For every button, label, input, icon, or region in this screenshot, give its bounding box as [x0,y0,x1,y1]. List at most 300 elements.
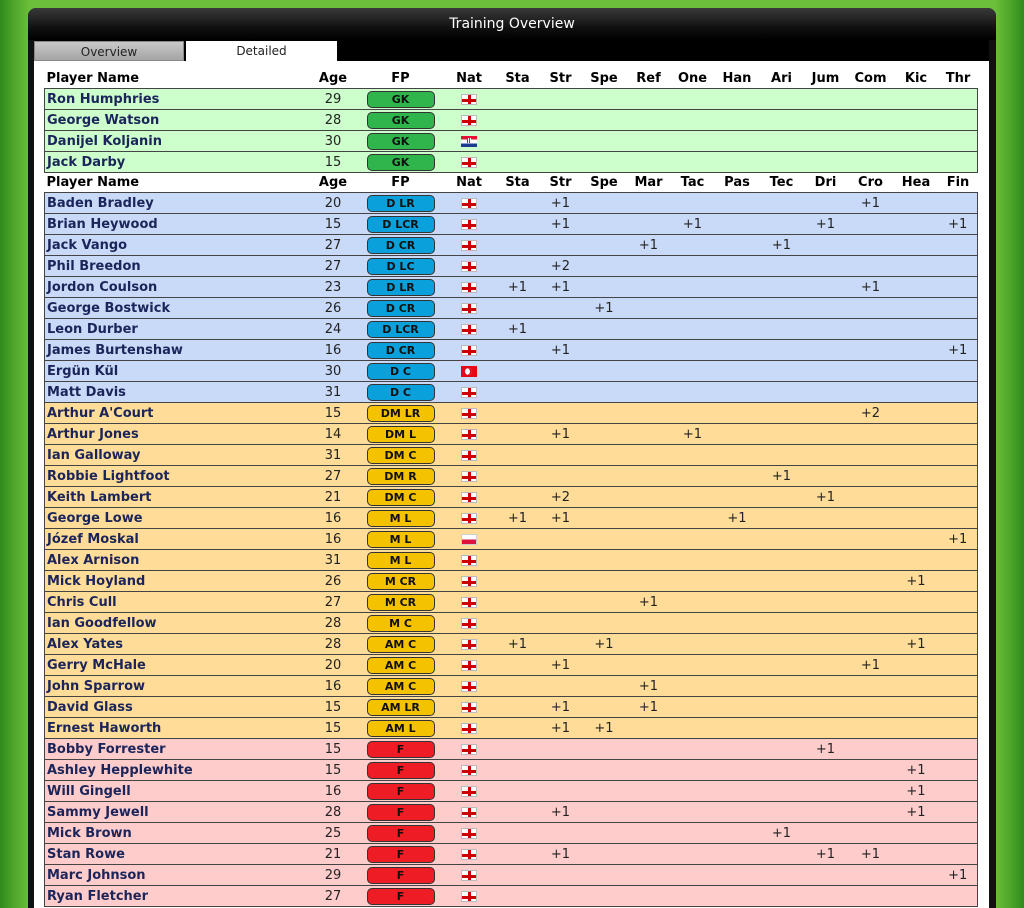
column-header[interactable]: Tac [671,173,715,193]
player-name[interactable]: Jordon Coulson [45,277,308,298]
position-cell [359,844,443,865]
attribute-change [715,886,760,907]
player-name[interactable]: Matt Davis [45,382,308,403]
attribute-change [804,571,848,592]
player-row[interactable] [45,361,978,382]
player-name[interactable]: Józef Moskal [45,529,308,550]
column-header[interactable]: FP [359,173,443,193]
attribute-change [715,424,760,445]
column-header[interactable]: Nat [443,69,496,89]
position-badge: F [367,762,435,779]
attribute-change [760,403,804,424]
column-header[interactable]: Dri [804,173,848,193]
attribute-change [496,529,540,550]
player-name[interactable]: Mick Hoyland [45,571,308,592]
player-name[interactable]: Will Gingell [45,781,308,802]
attribute-change [671,760,715,781]
player-row[interactable] [45,739,978,760]
player-row[interactable] [45,571,978,592]
attribute-change [848,781,894,802]
column-header[interactable]: Str [540,173,582,193]
player-row[interactable] [45,592,978,613]
eng-flag-icon [461,219,477,230]
attribute-change [939,634,978,655]
player-name[interactable]: Chris Cull [45,592,308,613]
attribute-change [894,676,939,697]
attribute-change [627,550,671,571]
nationality-cell [443,110,496,131]
window-title: Training Overview [28,8,996,40]
player-row[interactable] [45,613,978,634]
attribute-change: +1 [848,844,894,865]
eng-flag-icon [461,828,477,839]
attribute-change: +1 [894,760,939,781]
attribute-change [582,382,627,403]
attribute-change: +1 [540,655,582,676]
player-name[interactable]: John Sparrow [45,676,308,697]
attribute-change [715,298,760,319]
attribute-change [848,508,894,529]
player-row[interactable] [45,298,978,319]
attribute-change [540,634,582,655]
position-badge: F [367,804,435,821]
attribute-change [671,802,715,823]
nationality-cell [443,529,496,550]
column-header[interactable]: Spe [582,69,627,89]
player-age: 27 [308,235,359,256]
attribute-change [715,739,760,760]
position-badge: D LC [367,258,435,275]
attribute-change [939,739,978,760]
nationality-cell [443,382,496,403]
attribute-change [627,655,671,676]
nationality-cell [443,676,496,697]
attribute-change [848,487,894,508]
player-age: 21 [308,487,359,508]
player-name[interactable]: Alex Yates [45,634,308,655]
position-badge: F [367,846,435,863]
attribute-change: +1 [540,214,582,235]
player-row[interactable] [45,676,978,697]
attribute-change [848,865,894,886]
player-row[interactable] [45,550,978,571]
attribute-change [894,298,939,319]
attribute-change [760,760,804,781]
attribute-change [715,235,760,256]
column-header[interactable]: Player Name [45,173,308,193]
attribute-change [848,634,894,655]
position-cell [359,235,443,256]
player-name[interactable]: Alex Arnison [45,550,308,571]
player-row[interactable] [45,193,978,214]
player-row[interactable] [45,655,978,676]
tab-detailed[interactable]: Detailed [186,41,337,61]
player-row[interactable] [45,466,978,487]
attribute-change [715,802,760,823]
nationality-cell [443,760,496,781]
position-badge: F [367,783,435,800]
attribute-change [540,382,582,403]
column-header[interactable]: Kic [894,69,939,89]
player-row[interactable] [45,718,978,739]
attribute-change [894,508,939,529]
attribute-change [627,487,671,508]
attribute-change [939,110,978,131]
attribute-change [540,739,582,760]
attribute-change [496,550,540,571]
eng-flag-icon [461,492,477,503]
attribute-change: +1 [496,319,540,340]
column-header[interactable]: Ref [627,69,671,89]
attribute-change [760,277,804,298]
position-cell [359,256,443,277]
eng-flag-icon [461,660,477,671]
column-header[interactable]: Jum [804,69,848,89]
player-row[interactable] [45,760,978,781]
player-name[interactable]: Marc Johnson [45,865,308,886]
player-age: 16 [308,781,359,802]
attribute-change [760,256,804,277]
attribute-change [627,110,671,131]
position-badge: M L [367,531,435,548]
player-row[interactable] [45,403,978,424]
attribute-change [540,676,582,697]
attribute-change [804,110,848,131]
attribute-change [715,256,760,277]
player-row[interactable] [45,131,978,152]
attribute-change [760,886,804,907]
nationality-cell [443,403,496,424]
column-header[interactable]: Nat [443,173,496,193]
player-row[interactable] [45,214,978,235]
position-badge: D C [367,384,435,401]
attribute-change [715,445,760,466]
attribute-change [671,110,715,131]
player-name[interactable]: Arthur Jones [45,424,308,445]
column-header[interactable]: Player Name [45,69,308,89]
attribute-change [715,403,760,424]
player-name[interactable]: George Bostwick [45,298,308,319]
position-badge: GK [367,91,435,108]
attribute-change: +1 [939,340,978,361]
position-cell [359,823,443,844]
attribute-change [627,424,671,445]
player-name[interactable]: George Lowe [45,508,308,529]
attribute-change [715,89,760,110]
player-name[interactable]: Jack Darby [45,152,308,173]
player-age: 31 [308,445,359,466]
column-header[interactable]: Tec [760,173,804,193]
attribute-change [715,697,760,718]
attribute-change [540,445,582,466]
attribute-change [582,592,627,613]
player-name[interactable]: Ergün Kül [45,361,308,382]
player-row[interactable] [45,152,978,173]
player-name[interactable]: Sammy Jewell [45,802,308,823]
player-name[interactable]: Ian Goodfellow [45,613,308,634]
attribute-change [496,298,540,319]
player-age: 16 [308,340,359,361]
player-name[interactable]: Bobby Forrester [45,739,308,760]
column-header[interactable]: FP [359,69,443,89]
player-name[interactable]: Danijel Koljanin [45,131,308,152]
attribute-change [939,256,978,277]
player-age: 15 [308,697,359,718]
position-cell [359,613,443,634]
attribute-change: +1 [540,718,582,739]
attribute-change [582,466,627,487]
player-name[interactable]: Ernest Haworth [45,718,308,739]
attribute-change [939,823,978,844]
attribute-change: +1 [671,214,715,235]
attribute-change [540,886,582,907]
column-header[interactable]: Thr [939,69,978,89]
position-cell [359,529,443,550]
player-row[interactable] [45,235,978,256]
player-age: 27 [308,256,359,277]
player-row[interactable] [45,634,978,655]
attribute-change [627,193,671,214]
player-row[interactable] [45,319,978,340]
player-row[interactable] [45,110,978,131]
player-row[interactable] [45,823,978,844]
eng-flag-icon [461,765,477,776]
attribute-change [760,718,804,739]
player-name[interactable]: Mick Brown [45,823,308,844]
player-age: 30 [308,361,359,382]
position-cell [359,298,443,319]
player-name[interactable]: Brian Heywood [45,214,308,235]
player-row[interactable] [45,529,978,550]
attribute-change [671,361,715,382]
attribute-change [848,886,894,907]
player-row[interactable] [45,802,978,823]
column-header[interactable]: Fin [939,173,978,193]
attribute-change [894,886,939,907]
player-name[interactable]: Stan Rowe [45,844,308,865]
eng-flag-icon [461,639,477,650]
attribute-change [804,550,848,571]
player-name[interactable]: James Burtenshaw [45,340,308,361]
attribute-change [627,781,671,802]
player-name[interactable]: Leon Durber [45,319,308,340]
attribute-change: +1 [939,214,978,235]
column-header[interactable]: One [671,69,715,89]
player-age: 27 [308,466,359,487]
player-age: 28 [308,634,359,655]
attribute-change [671,676,715,697]
attribute-change [671,697,715,718]
player-row[interactable] [45,886,978,907]
attribute-change [804,466,848,487]
nationality-cell [443,739,496,760]
pol-flag-icon [461,534,477,545]
attribute-change [894,235,939,256]
player-name[interactable]: Gerry McHale [45,655,308,676]
attribute-change [804,760,848,781]
attribute-change [804,676,848,697]
player-name[interactable]: Keith Lambert [45,487,308,508]
attribute-change [848,550,894,571]
attribute-change [671,340,715,361]
attribute-change [671,235,715,256]
player-row[interactable] [45,781,978,802]
attribute-change [627,298,671,319]
player-name[interactable]: Ian Galloway [45,445,308,466]
attribute-change: +1 [496,634,540,655]
attribute-change [939,235,978,256]
position-badge: D LCR [367,216,435,233]
nationality-cell [443,193,496,214]
nationality-cell [443,319,496,340]
position-cell [359,361,443,382]
attribute-change [804,718,848,739]
attribute-change [715,361,760,382]
attribute-change [671,131,715,152]
column-header[interactable]: Age [308,173,359,193]
attribute-change [894,697,939,718]
attribute-change [496,592,540,613]
nationality-cell [443,613,496,634]
attribute-change [939,277,978,298]
player-name[interactable]: Baden Bradley [45,193,308,214]
attribute-change [715,844,760,865]
nationality-cell [443,487,496,508]
attribute-change [627,340,671,361]
attribute-change [760,487,804,508]
attribute-change [627,277,671,298]
attribute-change [939,886,978,907]
player-name[interactable]: Ryan Fletcher [45,886,308,907]
tur-flag-icon [461,366,477,377]
column-header[interactable]: Han [715,69,760,89]
player-row[interactable] [45,865,978,886]
player-row[interactable] [45,424,978,445]
attribute-change [540,613,582,634]
attribute-change [939,403,978,424]
eng-flag-icon [461,681,477,692]
attribute-change [496,571,540,592]
attribute-change [939,152,978,173]
attribute-change [894,739,939,760]
position-badge: DM C [367,489,435,506]
eng-flag-icon [461,450,477,461]
attribute-change: +1 [894,802,939,823]
player-row[interactable] [45,382,978,403]
attribute-change [671,529,715,550]
column-header[interactable]: Sta [496,173,540,193]
nationality-cell [443,424,496,445]
column-header[interactable]: Pas [715,173,760,193]
column-header[interactable]: Sta [496,69,540,89]
attribute-change [671,550,715,571]
player-row[interactable] [45,89,978,110]
player-row[interactable] [45,340,978,361]
column-header[interactable]: Str [540,69,582,89]
attribute-change: +2 [848,403,894,424]
attribute-change [627,214,671,235]
column-header[interactable]: Spe [582,173,627,193]
attribute-change [582,152,627,173]
attribute-change [939,487,978,508]
attribute-change [804,152,848,173]
attribute-change [582,403,627,424]
attribute-change [715,592,760,613]
tab-overview[interactable]: Overview [34,41,184,61]
nationality-cell [443,466,496,487]
player-name[interactable]: Robbie Lightfoot [45,466,308,487]
player-name[interactable]: David Glass [45,697,308,718]
eng-flag-icon [461,597,477,608]
player-name[interactable]: Ron Humphries [45,89,308,110]
attribute-change [760,508,804,529]
column-header[interactable]: Cro [848,173,894,193]
player-age: 15 [308,403,359,424]
attribute-change [540,319,582,340]
attribute-change [540,110,582,131]
eng-flag-icon [461,240,477,251]
attribute-change [582,697,627,718]
attribute-change [496,823,540,844]
attribute-change [715,865,760,886]
attribute-change [582,865,627,886]
attribute-change: +1 [627,697,671,718]
position-cell [359,781,443,802]
nationality-cell [443,592,496,613]
header-row [45,173,978,193]
player-row[interactable] [45,697,978,718]
player-name[interactable]: Phil Breedon [45,256,308,277]
eng-flag-icon [461,115,477,126]
player-name[interactable]: Jack Vango [45,235,308,256]
attribute-change [804,256,848,277]
player-name[interactable]: Arthur A'Court [45,403,308,424]
attribute-change [582,802,627,823]
player-name[interactable]: George Watson [45,110,308,131]
player-row[interactable] [45,844,978,865]
column-header[interactable]: Mar [627,173,671,193]
player-age: 23 [308,277,359,298]
attribute-change [804,781,848,802]
column-header[interactable]: Age [308,69,359,89]
column-header[interactable]: Com [848,69,894,89]
player-row[interactable] [45,445,978,466]
attribute-change [894,110,939,131]
attribute-change [894,340,939,361]
player-row[interactable] [45,508,978,529]
column-header[interactable]: Hea [894,173,939,193]
attribute-change [848,131,894,152]
attribute-change [760,424,804,445]
attribute-change [671,613,715,634]
attribute-change [848,256,894,277]
player-age: 27 [308,886,359,907]
nationality-cell [443,214,496,235]
player-name[interactable]: Ashley Hepplewhite [45,760,308,781]
player-age: 26 [308,571,359,592]
attribute-change [804,235,848,256]
attribute-change [715,550,760,571]
column-header[interactable]: Ari [760,69,804,89]
player-row[interactable] [45,256,978,277]
player-row[interactable] [45,277,978,298]
attribute-change [894,424,939,445]
player-row[interactable] [45,487,978,508]
eng-flag-icon [461,723,477,734]
attribute-change: +1 [627,235,671,256]
attribute-change [496,466,540,487]
attribute-change [582,319,627,340]
